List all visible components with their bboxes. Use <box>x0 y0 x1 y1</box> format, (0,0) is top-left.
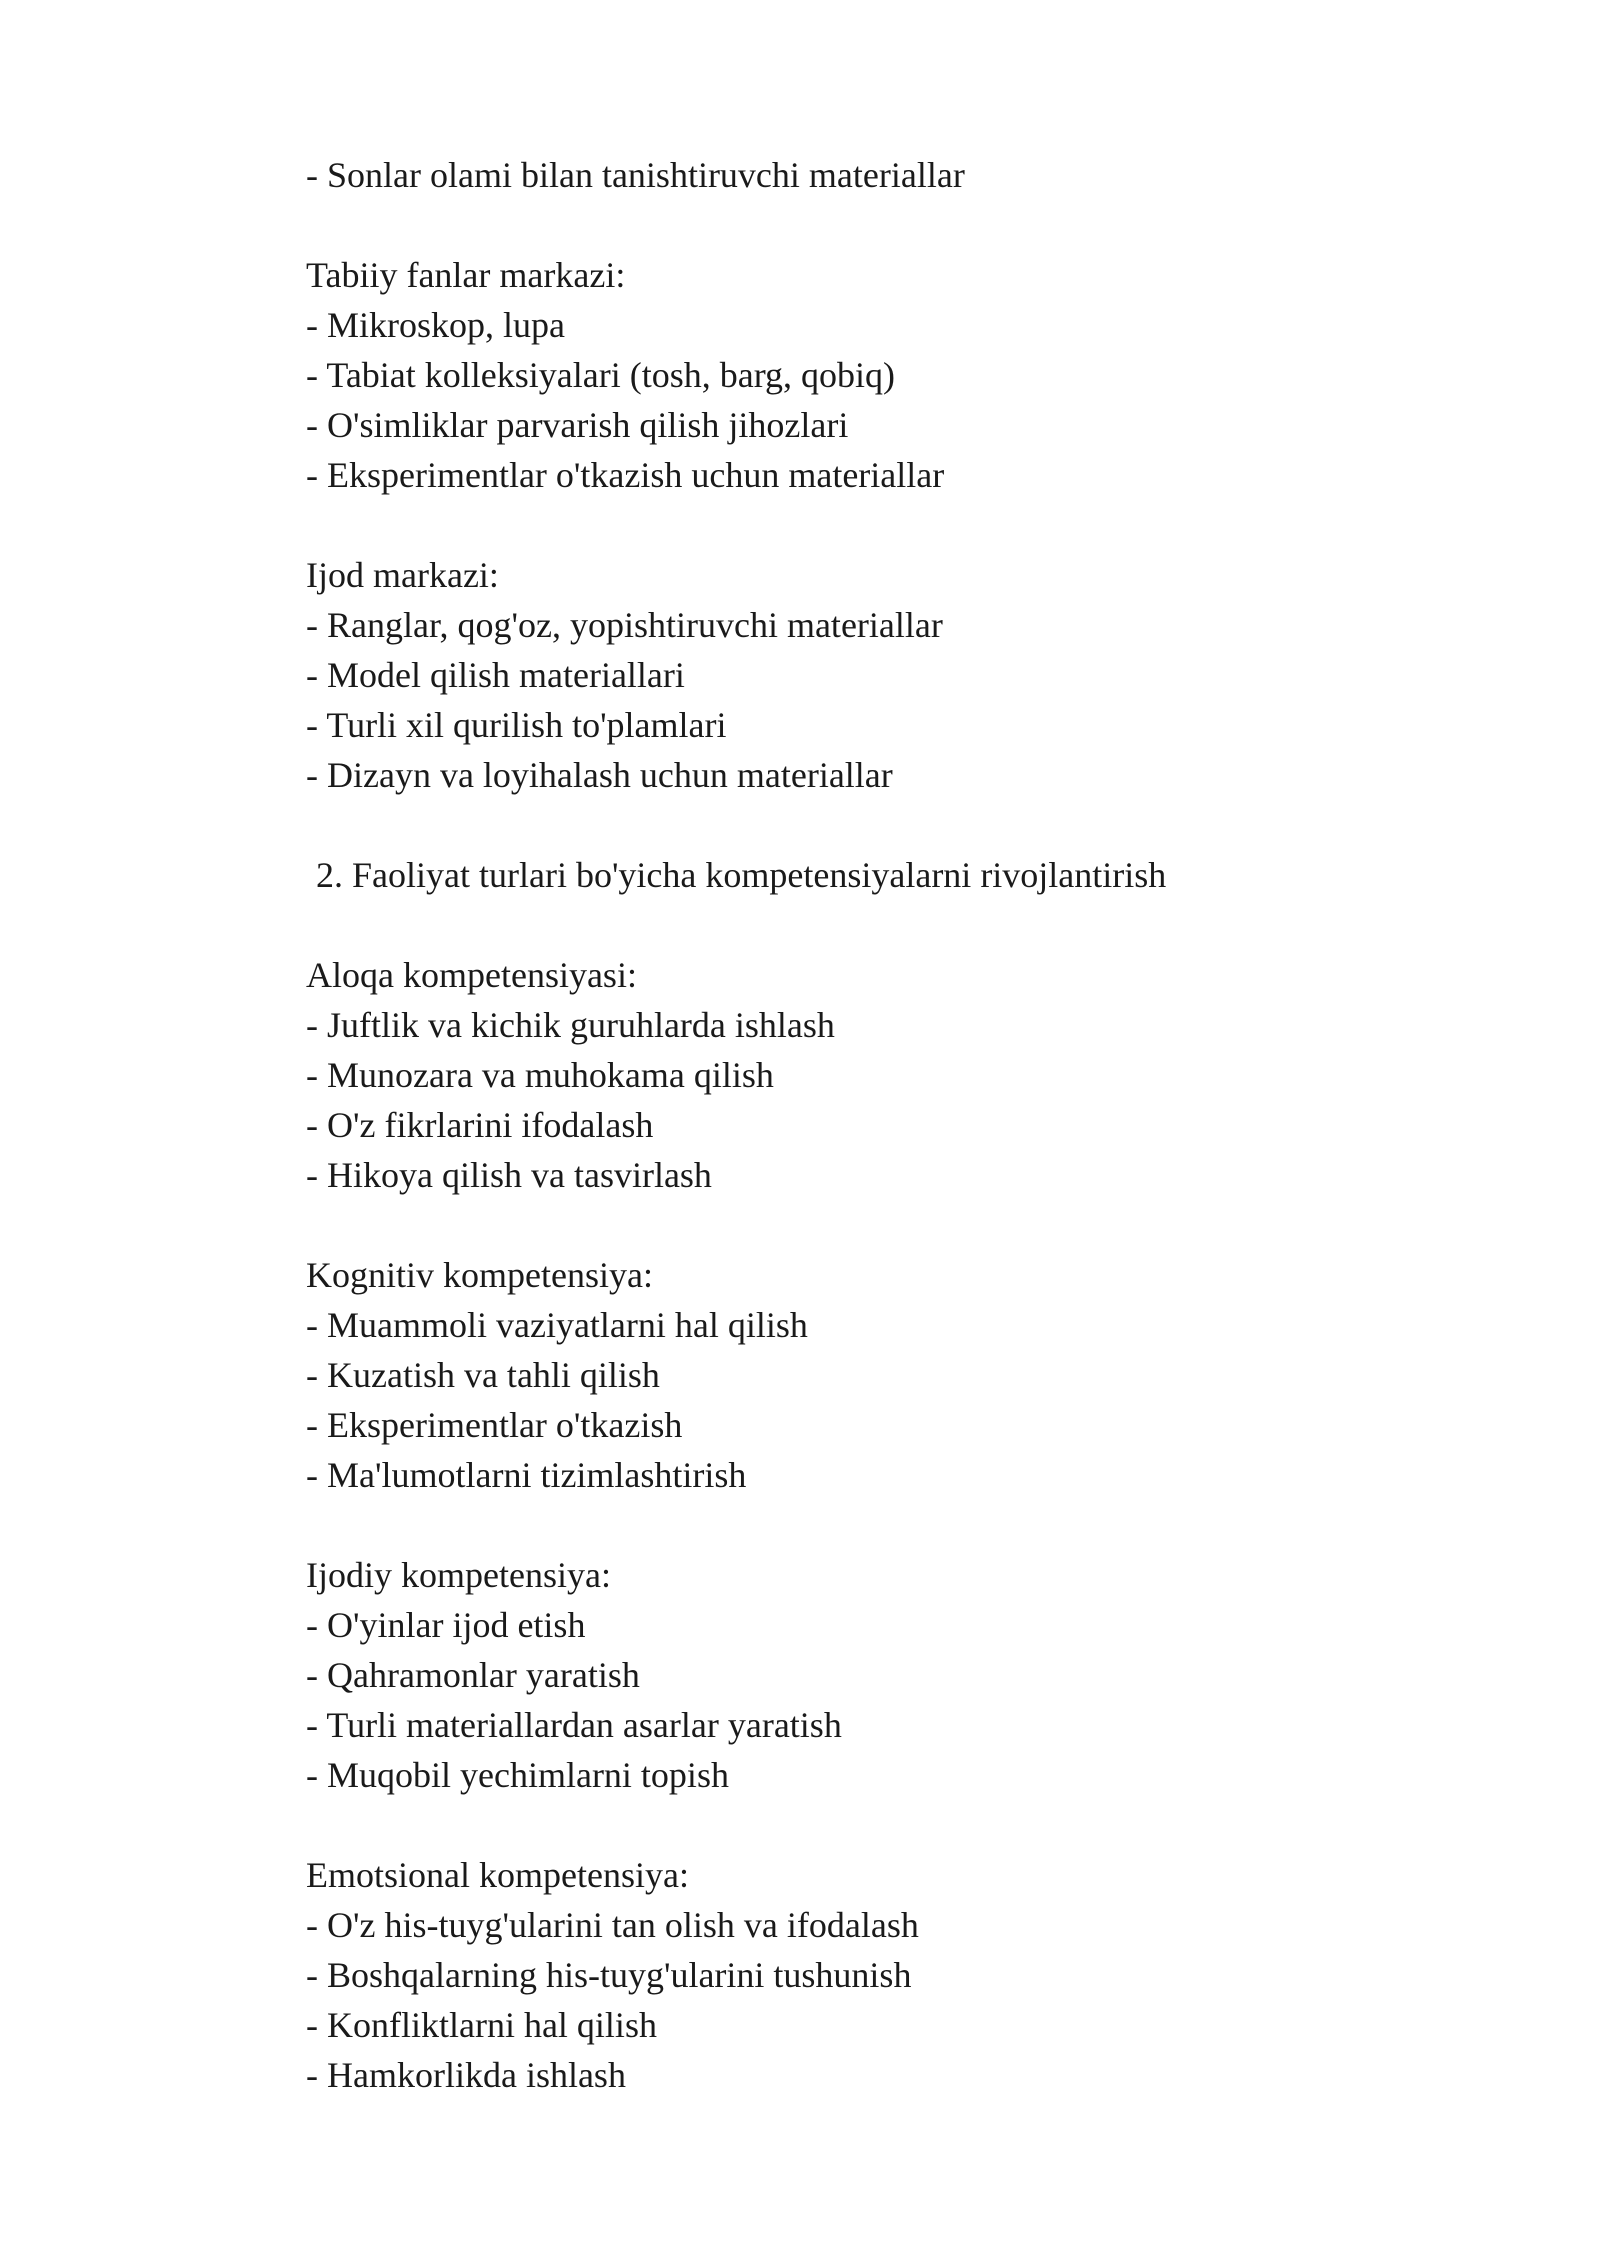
list-item: - Turli materiallardan asarlar yaratish <box>306 1705 842 1745</box>
spacer <box>306 1200 1406 1250</box>
document-body <box>306 150 1406 2100</box>
list-item: - Model qilish materiallari <box>306 655 685 695</box>
section-title: Ijodiy kompetensiya: <box>306 1555 611 1595</box>
list-item: - Muammoli vaziyatlarni hal qilish <box>306 1305 808 1345</box>
section-creativity-center <box>306 550 1406 800</box>
spacer <box>306 500 1406 550</box>
list-item: - Dizayn va loyihalash uchun materiallar <box>306 755 893 795</box>
section-cognitive-competency <box>306 1250 1406 1500</box>
section-title: Kognitiv kompetensiya: <box>306 1255 653 1295</box>
section-heading: 2. Faoliyat turlari bo'yicha kompetensiyalarni rivojlantirish <box>316 855 1167 895</box>
section-emotional-competency <box>306 1850 1406 2100</box>
list-item: - Hikoya qilish va tasvirlash <box>306 1155 712 1195</box>
section-creative-competency <box>306 1550 1406 1800</box>
list-item: - Muqobil yechimlarni topish <box>306 1755 729 1795</box>
list-item: - Munozara va muhokama qilish <box>306 1055 774 1095</box>
section-title: Tabiiy fanlar markazi: <box>306 255 626 295</box>
spacer <box>306 900 1406 950</box>
spacer <box>306 1500 1406 1550</box>
list-item: - O'z his-tuyg'ularini tan olish va ifodalash <box>306 1905 919 1945</box>
list-item: - O'yinlar ijod etish <box>306 1605 586 1645</box>
list-item: - Kuzatish va tahli qilish <box>306 1355 660 1395</box>
list-item: - Boshqalarning his-tuyg'ularini tushunish <box>306 1955 912 1995</box>
spacer <box>306 200 1406 250</box>
section-title: Ijod markazi: <box>306 555 499 595</box>
list-item: - Konfliktlarni hal qilish <box>306 2005 657 2045</box>
list-item: - Sonlar olami bilan tanishtiruvchi materiallar <box>306 155 965 195</box>
spacer <box>306 800 1406 850</box>
list-item: - Ma'lumotlarni tizimlashtirish <box>306 1455 747 1495</box>
list-item: - O'simliklar parvarish qilish jihozlari <box>306 405 849 445</box>
list-item: - Turli xil qurilish to'plamlari <box>306 705 727 745</box>
list-item: - Hamkorlikda ishlash <box>306 2055 626 2095</box>
list-item: - Eksperimentlar o'tkazish uchun materiallar <box>306 455 945 495</box>
section-title: Emotsional kompetensiya: <box>306 1855 689 1895</box>
list-item: - Mikroskop, lupa <box>306 305 565 345</box>
list-item: - Ranglar, qog'oz, yopishtiruvchi materiallar <box>306 605 943 645</box>
list-item: - Qahramonlar yaratish <box>306 1655 640 1695</box>
list-item: - O'z fikrlarini ifodalash <box>306 1105 654 1145</box>
spacer <box>306 1800 1406 1850</box>
section-communication-competency <box>306 950 1406 1200</box>
section-natural-sciences-center <box>306 250 1406 500</box>
section-title: Aloqa kompetensiyasi: <box>306 955 637 995</box>
list-item: - Eksperimentlar o'tkazish <box>306 1405 683 1445</box>
list-item: - Tabiat kolleksiyalari (tosh, barg, qobiq) <box>306 355 896 395</box>
list-item: - Juftlik va kichik guruhlarda ishlash <box>306 1005 835 1045</box>
